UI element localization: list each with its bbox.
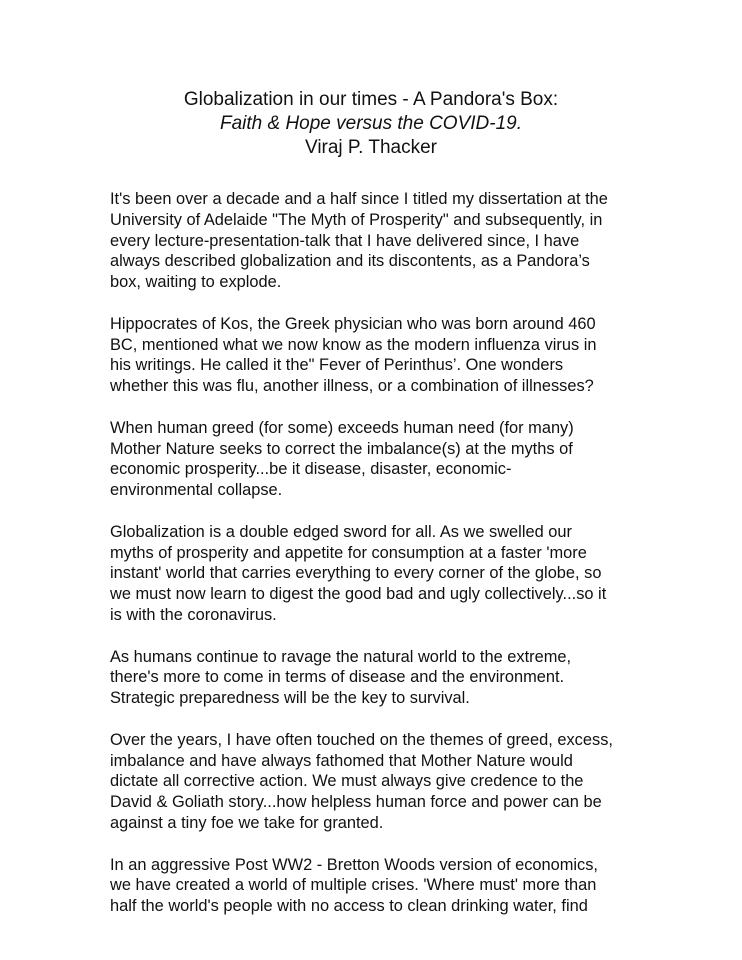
document-author: Viraj P. Thacker [304,137,438,158]
text-line: It's been over a decade and a half since I titled my dissertation at the [110,190,608,208]
paragraph-6 [110,730,640,834]
text-line: dictate all corrective action. We must always give credence to the [110,772,584,791]
text-line: As humans continue to ravage the natural world to the extreme, [110,647,572,666]
text-line: economic prosperity...be it disease, disaster, economic- [110,460,512,479]
title-block [0,88,742,160]
text-line: box, waiting to explode. [110,273,282,292]
text-line: against a tiny foe we take for granted. [110,813,384,832]
text-line: myths of prosperity and appetite for consumption at a faster 'more [110,543,587,562]
text-line: Mother Nature seeks to correct the imbalance(s) at the myths of [110,439,573,458]
text-line: University of Adelaide "The Myth of Prosperity" and subsequently, in [110,210,603,229]
text-line: whether this was flu, another illness, or a combination of illnesses? [110,377,594,396]
document-subtitle: Faith & Hope versus the COVID-19. [219,113,522,134]
text-line: imbalance and have always fathomed that Mother Nature would [110,751,573,770]
text-line: In an aggressive Post WW2 - Bretton Woods version of economics, [110,855,598,874]
document-body [110,189,640,938]
text-line: BC, mentioned what we now know as the modern influenza virus in [110,335,597,354]
text-line: Over the years, I have often touched on the themes of greed, excess, [110,730,613,749]
text-line: environmental collapse. [110,481,283,500]
text-line: there's more to come in terms of disease and the environment. [110,668,565,687]
text-line: instant' world that carries everything to every corner of the globe, so [110,564,602,583]
text-line: When human greed (for some) exceeds human need (for many) [110,418,574,437]
text-line: always described globalization and its discontents, as a Pandora’s [110,252,590,271]
paragraph-3 [110,418,640,501]
text-line: half the world's people with no access to clean drinking water, find [110,897,588,916]
paragraph-5 [110,647,640,709]
text-line: his writings. He called it the" Fever of Perinthus’. One wonders [110,356,564,375]
paragraph-1 [110,189,640,293]
paragraph-4 [110,522,640,626]
paragraph-7 [110,855,640,917]
text-line: every lecture-presentation-talk that I have delivered since, I have [110,231,580,250]
text-line: we have created a world of multiple crises. 'Where must' more than [110,876,597,895]
text-line: we must now learn to digest the good bad and ugly collectively...so it [110,585,607,604]
text-line: is with the coronavirus. [110,605,277,624]
text-line: Hippocrates of Kos, the Greek physician who was born around 460 [110,314,596,333]
text-line: David & Goliath story...how helpless human force and power can be [110,793,602,812]
paragraph-2 [110,314,640,397]
document-title: Globalization in our times - A Pandora's Box: [183,89,559,110]
text-line: Globalization is a double edged sword for all. As we swelled our [110,522,572,541]
text-line: Strategic preparedness will be the key to survival. [110,689,470,708]
